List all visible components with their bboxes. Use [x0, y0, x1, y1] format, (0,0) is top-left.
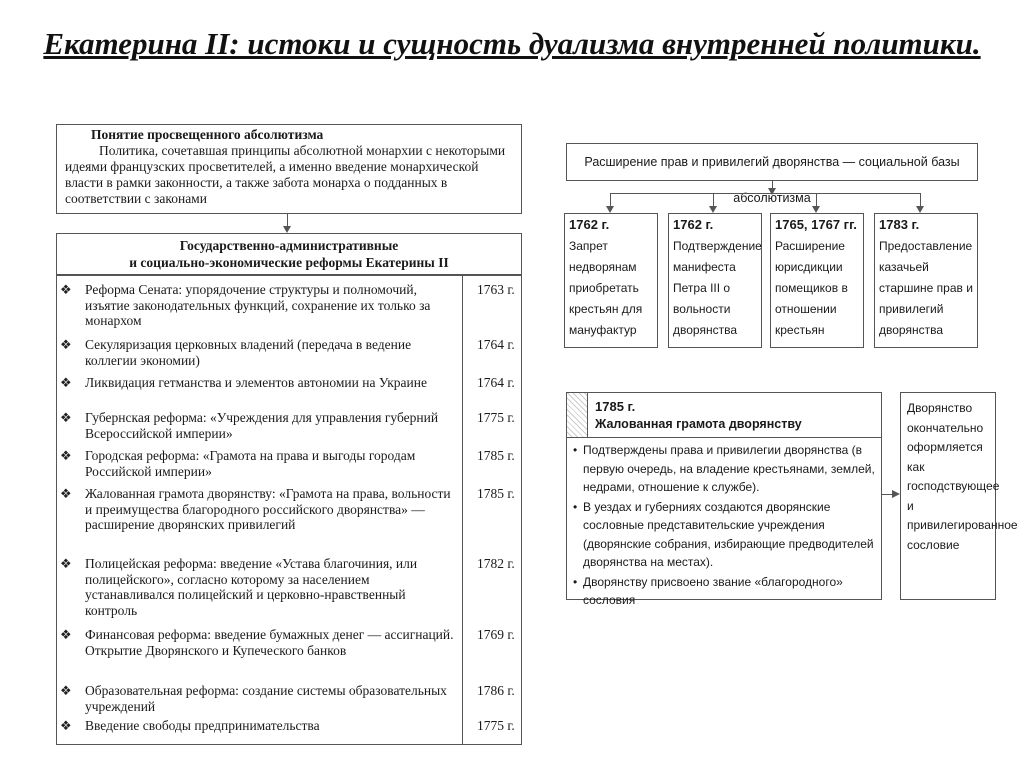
- reform-text: Финансовая реформа: введение бумажных денег — ассигнаций. Открытие Дворянского и Купеческого банков: [85, 627, 454, 658]
- reform-year: 1775 г.: [477, 410, 515, 425]
- nobility-rights-heading-box: [566, 143, 978, 205]
- privilege-year: 1783 г.: [879, 217, 920, 232]
- reforms-heading-box: [56, 233, 522, 275]
- reform-year: 1786 г.: [477, 683, 515, 698]
- reforms-table: [56, 275, 522, 745]
- reform-text: Жалованная грамота дворянству: «Грамота на права, вольности и преимущества благородного российского дворянства» — расширение дворянских привилегий: [85, 486, 451, 532]
- reform-text: Ликвидация гетманства и элементов автономии на Украине: [85, 375, 427, 390]
- branch-line: [610, 193, 920, 194]
- nobility-rights-heading: Расширение прав и привилегий дворянства — социальной базы абсолютизма: [584, 155, 960, 205]
- diamond-bullet-icon: ❖: [60, 718, 72, 733]
- diamond-bullet-icon: ❖: [60, 486, 72, 501]
- charter-name: Жалованная грамота дворянству: [595, 417, 802, 431]
- diamond-bullet-icon: ❖: [60, 683, 72, 698]
- enlightened-absolutism-box: [56, 124, 522, 214]
- privilege-year: 1762 г.: [569, 217, 610, 232]
- diamond-bullet-icon: ❖: [60, 375, 72, 390]
- diamond-bullet-icon: ❖: [60, 556, 72, 571]
- down-arrow: [287, 214, 288, 231]
- privilege-year: 1765, 1767 гг.: [775, 217, 857, 232]
- reform-text: Введение свободы предпринимательства: [85, 718, 320, 733]
- privilege-box: [770, 213, 864, 348]
- reform-text: Реформа Сената: упорядочение структуры и полномочий, изъятие законодательных функций, сохранение их только за монархом: [85, 282, 431, 328]
- concept-text: Политика, сочетавшая принципы абсолютной монархии с некоторыми идеями французских просветителей, а именно введение монархической власти в рамки законности, а также забота монарха о подданных в соответствии с законами: [65, 143, 506, 206]
- right-arrow-icon: [882, 494, 898, 495]
- document-tab-icon: [567, 393, 588, 437]
- reform-year: 1763 г.: [477, 282, 515, 297]
- concept-heading: Понятие просвещенного абсолютизма: [91, 127, 324, 142]
- charter-item: • В уездах и губерниях создаются дворянские сословные представительские учреждения (дворянские собрания, избирающие предводителей дворянства на местах).: [573, 498, 877, 572]
- charter-item: • Подтверждены права и привилегии дворянства (в первую очередь, на владение крестьянами, землей, недрами, отношение к службе).: [573, 441, 877, 497]
- down-arrow: [920, 193, 921, 211]
- privilege-year: 1762 г.: [673, 217, 714, 232]
- charter-divider: [567, 437, 881, 438]
- reform-year: 1769 г.: [477, 627, 515, 642]
- reform-year: 1785 г.: [477, 486, 515, 501]
- privilege-text: Расширение юрисдикции помещиков в отношении крестьян: [775, 239, 848, 337]
- privilege-text: Предоставление казачьей старшине прав и привилегий дворянства: [879, 239, 973, 337]
- reform-year: 1764 г.: [477, 375, 515, 390]
- diamond-bullet-icon: ❖: [60, 410, 72, 425]
- diamond-bullet-icon: ❖: [60, 627, 72, 642]
- down-arrow: [610, 193, 611, 211]
- reform-text: Образовательная реформа: создание системы образовательных учреждений: [85, 683, 447, 714]
- privilege-text: Запрет недворянам приобретать крестьян для мануфактур: [569, 239, 643, 337]
- reform-year: 1785 г.: [477, 448, 515, 463]
- diamond-bullet-icon: ❖: [60, 448, 72, 463]
- privilege-box: [564, 213, 658, 348]
- reform-text: Губернская реформа: «Учреждения для управления губерний Всероссийской империи»: [85, 410, 439, 441]
- privilege-text: Подтверждение манифеста Петра III о вольности дворянства: [673, 239, 762, 337]
- reform-year: 1775 г.: [477, 718, 515, 733]
- page-title: Екатерина II: истоки и сущность дуализма внутренней политики.: [43, 26, 981, 61]
- down-arrow: [772, 181, 773, 193]
- down-arrow: [816, 193, 817, 211]
- down-arrow: [713, 193, 714, 211]
- result-text: Дворянство окончательно оформляется как господствующее и привилегированное сословие: [907, 401, 1018, 552]
- reform-text: Полицейская реформа: введение «Устава благочиния, или полицейского», согласно которому за населением устанавливался полицейский и церковно-нравственный контроль: [85, 556, 418, 618]
- reform-year: 1764 г.: [477, 337, 515, 352]
- reform-text: Секуляризация церковных владений (передача в ведение коллегии экономии): [85, 337, 412, 368]
- privilege-box: [668, 213, 762, 348]
- reforms-heading-line1: Государственно-административные: [179, 238, 399, 253]
- year-column-divider: [462, 276, 463, 744]
- charter-items: [573, 441, 877, 611]
- charter-item: • Дворянству присвоено звание «благородного» сословия: [573, 573, 877, 610]
- diamond-bullet-icon: ❖: [60, 282, 72, 297]
- privilege-box: [874, 213, 978, 348]
- reforms-heading-line2: и социально-экономические реформы Екатерины II: [129, 255, 449, 270]
- diamond-bullet-icon: ❖: [60, 337, 72, 352]
- reform-text: Городская реформа: «Грамота на права и выгоды городам Российской империи»: [85, 448, 416, 479]
- charter-box: [566, 392, 882, 607]
- reform-year: 1782 г.: [477, 556, 515, 571]
- charter-year: 1785 г.: [595, 399, 636, 414]
- result-box: [900, 392, 1018, 600]
